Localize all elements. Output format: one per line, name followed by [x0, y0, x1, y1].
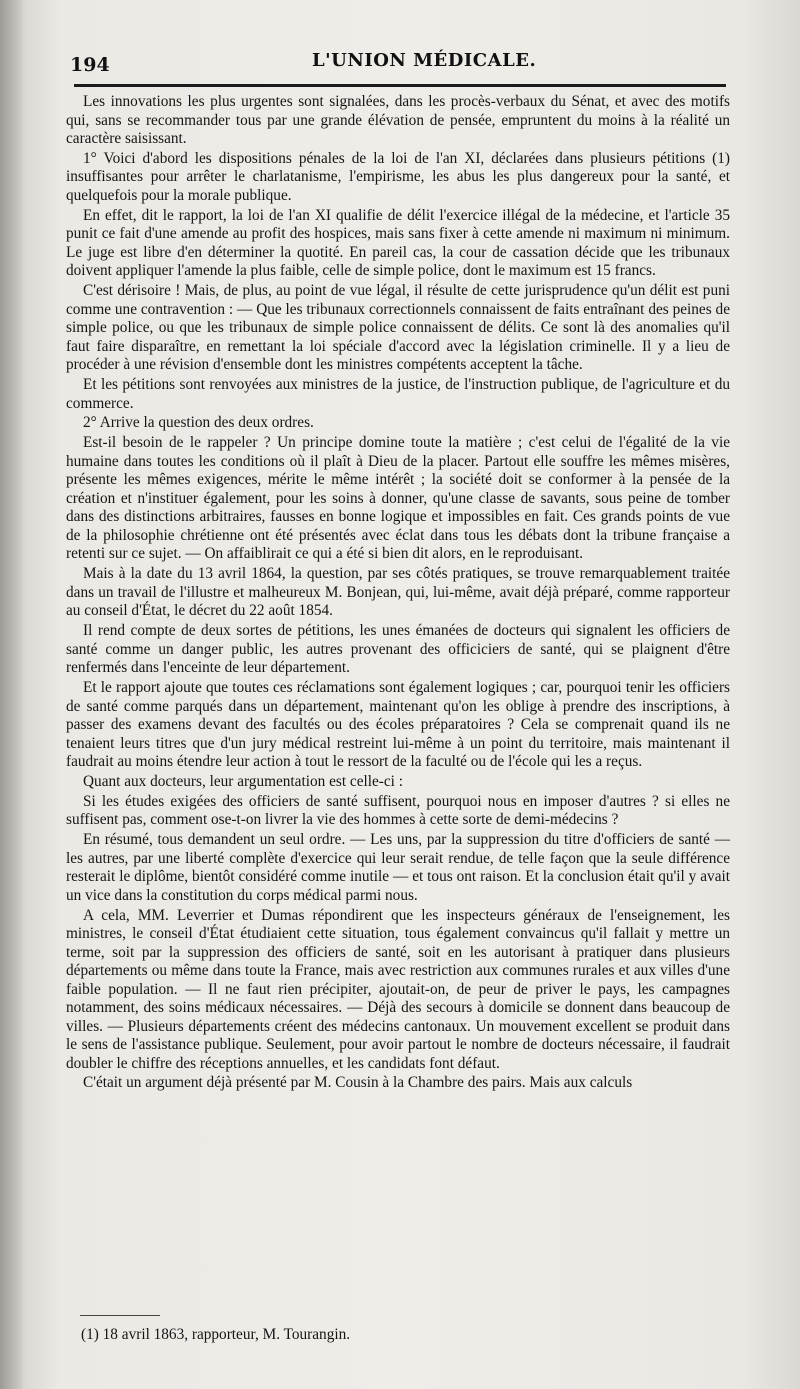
paragraph: En effet, dit le rapport, la loi de l'an XI qualifie de délit l'exercice illégal de la médecine, et l'article 35 punit ce fait d'une amende au profit des hospices, mais sans fixer à cette amende ni maximum ni minimum. Le juge est libre d'en déterminer la quotité. En pareil cas, la cour de cassation décide que les tribunaux doivent appliquer l'amende la plus faible, celle de simple police, dont le maximum est 15 francs.: [66, 206, 730, 280]
running-title: L'UNION MÉDICALE.: [312, 50, 537, 71]
page-header: [70, 48, 730, 78]
paragraph: C'était un argument déjà présenté par M. Cousin à la Chambre des pairs. Mais aux calculs: [83, 1074, 633, 1092]
paragraph: 1° Voici d'abord les dispositions pénales de la loi de l'an XI, déclarées dans plusieurs pétitions (1) insuffisantes pour arrêter le charlatanisme, l'empirisme, les abus les plus dangereux pour la santé, et quelquefois pour la morale publique.: [66, 149, 730, 204]
paragraph: Il rend compte de deux sortes de pétitions, les unes émanées de docteurs qui signalent les officiers de santé comme un danger public, les autres provenant des officiciers de santé, qui se plaignent d'être renfermés dans l'enceinte de leur département.: [66, 622, 730, 677]
header-rule: [74, 84, 726, 87]
paragraph: 2° Arrive la question des deux ordres.: [83, 414, 314, 432]
paragraph: Les innovations les plus urgentes sont signalées, dans les procès-verbaux du Sénat, et avec des motifs qui, sans se recommander tous par une grande élévation de pensée, empruntent du moins à la réalité un caractère saisissant.: [66, 93, 730, 147]
paragraph: Et les pétitions sont renvoyées aux ministres de la justice, de l'instruction publique, de l'agriculture et du commerce.: [66, 376, 730, 412]
paragraph: En résumé, tous demandent un seul ordre. — Les uns, par la suppression du titre d'officiers de santé — les autres, par une liberté complète d'exercice qui leur serait rendue, de telle façon que la seule différence resterait le diplôme, bientôt considéré comme inutile — et tous ont raison. Et la conclusion était qu'il y avait un vice dans la constitution du corps médical parmi nous.: [66, 831, 730, 904]
paragraph: Si les études exigées des officiers de santé suffisent, pourquoi nous en imposer d'autres ? si elles ne suffisent pas, comment ose-t-on livrer la vie des hommes à cette sorte de demi-médecins ?: [66, 792, 730, 829]
paragraph: Mais à la date du 13 avril 1864, la question, par ses côtés pratiques, se trouve remarquablement traitée dans un travail de l'illustre et malheureux M. Bonjean, qui, lui-même, avait déjà préparé, comme rapporteur au conseil d'État, le décret du 22 août 1854.: [66, 565, 730, 620]
paragraph: Quant aux docteurs, leur argumentation est celle-ci :: [83, 772, 403, 790]
paragraph: A cela, MM. Leverrier et Dumas répondirent que les inspecteurs généraux de l'enseignement, les ministres, le conseil d'État étudiaient cette situation, tous également convaincus qu'il fallait y mettre un terme, soit par la suppression des officiers de santé, soit en les autorisant à pratiquer dans plusieurs départements ou même dans toute la France, mais avec restriction aux communes rurales et aux villes d'une faible population. — Il ne faut rien précipiter, ajoutait-on, de peur de priver le pays, les campagnes notamment, des soins médicaux nécessaires. — Déjà des secours à domicile se donnent dans beaucoup de villes. — Plusieurs départements créent des médecins cantonaux. Un mouvement excellent se produit dans le sens de l'assistance publique. Seulement, pour avoir partout le nombre de docteurs nécessaire, il faudrait doubler le chiffre des réceptions annuelles, et les candidats font défaut.: [66, 906, 730, 1072]
page-number: 194: [70, 54, 110, 76]
paragraph: C'est dérisoire ! Mais, de plus, au point de vue légal, il résulte de cette jurisprudence qu'un délit est puni comme une contravention : — Que les tribunaux correctionnels connaissent de faits entraînant des peines de simple police, ou que les tribunaux de simple police connaissent de délits. Ce sont là des anomalies qu'il faut faire disparaître, en remettant la loi spéciale d'accord avec la législation criminelle. Il y a lieu de procéder à une révision d'ensemble dont les ministres compétents acceptent la tâche.: [66, 282, 730, 374]
paragraph: Est-il besoin de le rappeler ? Un principe domine toute la matière ; c'est celui de l'égalité de la vie humaine dans toutes les conditions où il plaît à Dieu de la placer. Partout elle souffre les mêmes misères, présente les mêmes exigences, mérite le même intérêt ; la société doit se conformer à la pensée de la création et n'instituer également, pour les soins à donner, qu'une classe de savants, sous peine de tomber dans des distinctions arbitraires, fausses en bonne logique et impossibles en fait. Ces grands points de vue de la philosophie chrétienne ont été présentés avec éclat dans tous les débats dont la tribune française a retenti sur ce sujet. — On affaiblirait ce qui a été si bien dit alors, en le reproduisant.: [66, 434, 730, 563]
paragraph: Et le rapport ajoute que toutes ces réclamations sont également logiques ; car, pourquoi tenir les officiers de santé comme parqués dans un département, maintenant qu'on les oblige à prendre des inscriptions, à passer des examens devant des facultés ou des écoles préparatoires ? Cela se comprenait quand ils ne tenaient leurs titres que d'un jury médical restreint lui-même à un point du territoire, mais maintenant il faudrait au moins étendre leur action à tout le ressort de la faculté ou de l'école qui les a reçus.: [66, 679, 730, 771]
footnote-rule: [80, 1315, 160, 1316]
main-text: [66, 93, 730, 1094]
footnote: (1) 18 avril 1863, rapporteur, M. Tourangin.: [81, 1326, 351, 1343]
page-binding-shadow: [0, 0, 22, 1389]
